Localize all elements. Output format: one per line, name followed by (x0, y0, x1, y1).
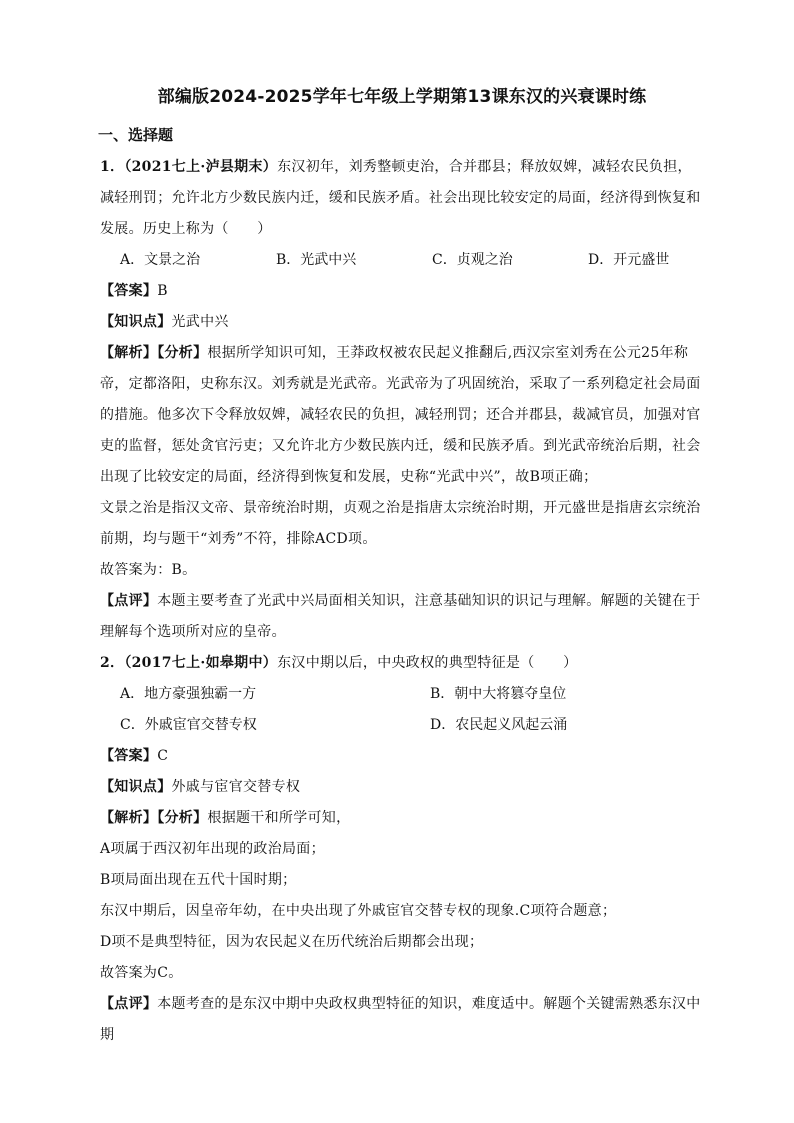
analysis-line-b: B项局面出现在五代十国时期； (100, 872, 297, 888)
option-c: C．外戚宦官交替专权 (120, 717, 257, 733)
question-1-analysis-2: 文景之治是指汉文帝、景帝统治时期，贞观之治是指唐太宗统治时期，开元盛世是指唐玄宗统治前期，均与题干“刘秀”不符，排除ACD项。 (100, 500, 701, 547)
analysis-line-a: A项属于西汉初年出现的政治局面； (100, 841, 325, 857)
knowledge-value: 光武中兴 (171, 314, 229, 330)
question-1-comment (100, 586, 704, 648)
question-1-knowledge (100, 307, 704, 338)
comment-label: 【点评】 (100, 996, 158, 1012)
knowledge-label: 【知识点】 (100, 314, 172, 330)
question-1-answer (100, 276, 704, 307)
question-1-options (100, 245, 704, 276)
option-b: B．光武中兴 (276, 252, 357, 268)
question-2-knowledge (100, 772, 704, 803)
option-a: A．地方豪强独霸一方 (120, 686, 257, 702)
question-text: 东汉初年，刘秀整顿吏治，合并郡县；释放奴婢，减轻农民负担，减轻刑罚；允许北方少数民族内迁，缓和民族矛盾。社会出现比较安定的局面，经济得到恢复和发展。历史上称为（ ） (100, 159, 701, 237)
comment-text: 本题主要考查了光武中兴局面相关知识，注意基础知识的识记与理解。解题的关键在于理解每个选项所对应的皇帝。 (100, 593, 701, 640)
option-b: B．朝中大将篡夺皇位 (430, 686, 567, 702)
answer-label: 【答案】 (100, 748, 158, 764)
comment-text: 本题考查的是东汉中期中央政权典型特征的知识，难度适中。解题个关键需熟悉东汉中期 (100, 996, 701, 1043)
analysis-text: 根据题干和所学可知， (207, 810, 351, 826)
knowledge-value: 外戚与宦官交替专权 (171, 779, 301, 795)
option-a: A．文景之治 (120, 252, 201, 268)
question-2-answer (100, 741, 704, 772)
analysis-label: 【解析】【分析】 (100, 345, 208, 361)
question-text: 东汉中期以后，中央政权的典型特征是（ ） (277, 655, 578, 671)
question-1-stem (100, 152, 704, 245)
question-number: 2． (100, 655, 125, 671)
answer-value: C (157, 748, 169, 764)
question-2-comment (100, 989, 704, 1051)
question-number: 1． (100, 159, 125, 175)
answer-value: B (157, 283, 168, 299)
question-2-analysis (100, 803, 704, 834)
option-d: D．农民起义风起云涌 (430, 717, 568, 733)
analysis-label: 【解析】【分析】 (100, 810, 208, 826)
question-2-options (100, 679, 704, 741)
question-2-stem (100, 648, 704, 679)
page-title: 部编版2024-2025学年七年级上学期第13课东汉的兴衰课时练 (157, 87, 647, 107)
question-source: （2017七上·如皋期中） (124, 655, 278, 671)
question-2-conclusion: 故答案为C。 (100, 965, 183, 981)
analysis-line-d: D项不是典型特征，因为农民起义在历代统治后期都会出现； (100, 934, 484, 950)
knowledge-label: 【知识点】 (100, 779, 172, 795)
comment-label: 【点评】 (100, 593, 158, 609)
question-1-analysis (100, 338, 704, 493)
section-heading: 一、选择题 (98, 126, 174, 144)
question-1-conclusion: 故答案为：B。 (100, 562, 197, 578)
analysis-text: 根据所学知识可知，王莽政权被农民起义推翻后,西汉宗室刘秀在公元25年称帝，定都洛阳，史称东汉。刘秀就是光武帝。光武帝为了巩固统治，采取了一系列稳定社会局面的措施。他多次下令释放奴婢，减轻农民的负担，减轻刑罚；还合并郡县，裁减官员，加强对官吏的监督，惩处贪官污吏；又允许北方少数民族内迁，缓和民族矛盾。到光武帝统治后期，社会出现了比较安定的局面，经济得到恢复和发展，史称“光武中兴”，故B项正确； (100, 345, 701, 485)
answer-label: 【答案】 (100, 283, 158, 299)
analysis-line-c: 东汉中期后，因皇帝年幼，在中央出现了外戚宦官交替专权的现象.C项符合题意； (100, 903, 617, 919)
option-d: D．开元盛世 (588, 252, 670, 268)
question-source: （2021七上·泸县期末） (124, 159, 278, 175)
option-c: C．贞观之治 (432, 252, 513, 268)
